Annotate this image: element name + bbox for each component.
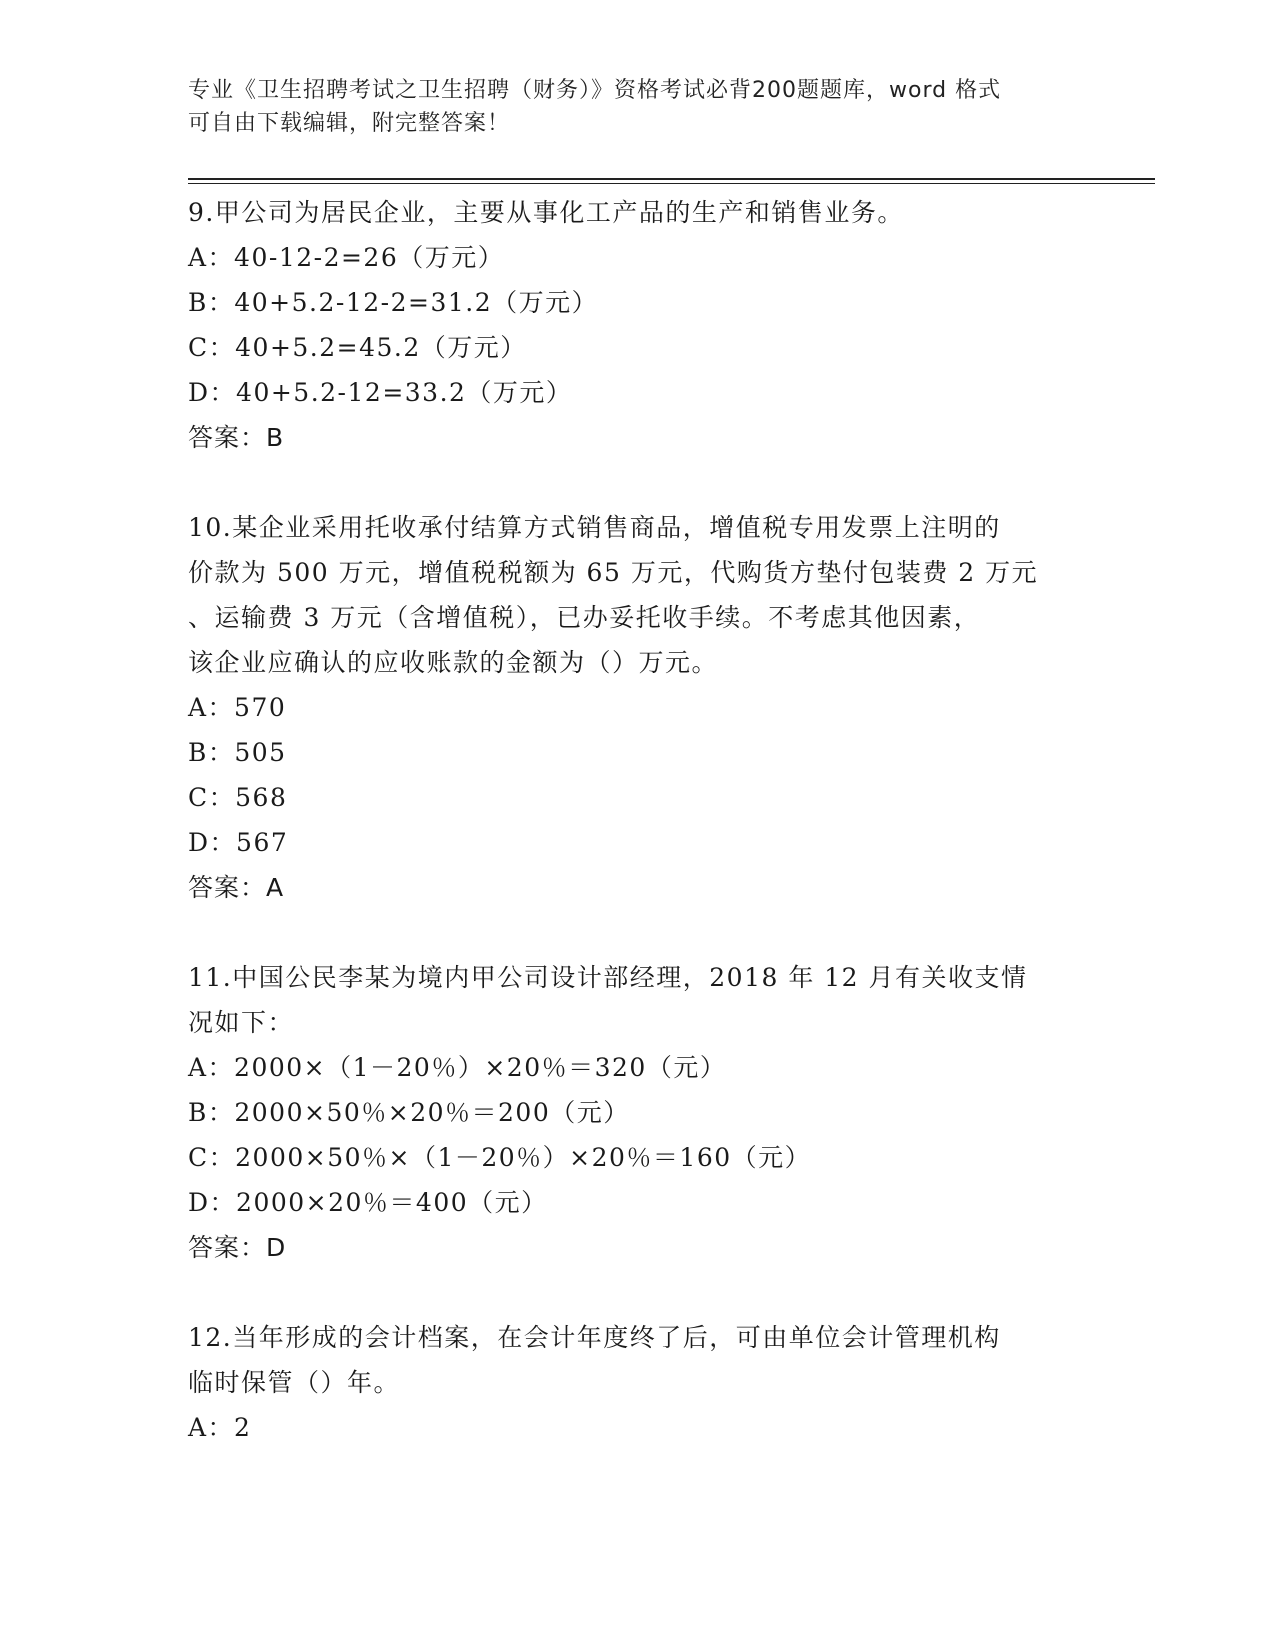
question-stem: 况如下： [188,1008,295,1037]
answer-line: 答案：D [188,1233,287,1262]
document-header [188,74,1068,140]
option-b: B：505 [188,738,287,767]
header-divider [188,178,1155,184]
option-c: C：2000×50％×（1－20％）×20％＝160（元） [188,1143,812,1172]
option-a: A：2 [188,1413,252,1442]
question-stem: 价款为 500 万元，增值税税额为 65 万元，代购货方垫付包装费 2 万元 [188,558,1039,587]
option-b: B：2000×50％×20％＝200（元） [188,1098,630,1127]
option-a: A：40-12-2=26（万元） [188,243,505,272]
question-stem: 、运输费 3 万元（含增值税），已办妥托收手续。不考虑其他因素， [188,603,981,632]
option-c: C：40+5.2=45.2（万元） [188,333,527,362]
question-9 [188,190,1088,460]
option-d: D：2000×20％＝400（元） [188,1188,548,1217]
option-a: A：570 [188,693,287,722]
answer-line: 答案：B [188,423,285,452]
option-a: A：2000×（1－20％）×20％＝320（元） [188,1053,727,1082]
option-c: C：568 [188,783,288,812]
question-list [188,190,1088,1450]
question-stem: 12.当年形成的会计档案，在会计年度终了后，可由单位会计管理机构 [188,1323,1001,1352]
header-line-1: 专业《卫生招聘考试之卫生招聘（财务）》资格考试必背200题题库，word 格式 [188,78,1002,103]
question-stem: 该企业应确认的应收账款的金额为（）万元。 [188,648,719,677]
question-stem: 11.中国公民李某为境内甲公司设计部经理，2018 年 12 月有关收支情 [188,963,1028,992]
option-d: D：40+5.2-12=33.2（万元） [188,378,573,407]
question-stem: 临时保管（）年。 [188,1368,401,1397]
question-stem: 9.甲公司为居民企业，主要从事化工产品的生产和销售业务。 [188,198,904,227]
option-d: D：567 [188,828,289,857]
header-line-2: 可自由下载编辑，附完整答案！ [188,111,511,136]
question-stem: 10.某企业采用托收承付结算方式销售商品，增值税专用发票上注明的 [188,513,1001,542]
question-11 [188,955,1088,1270]
answer-line: 答案：A [188,873,285,902]
question-10 [188,505,1088,910]
option-b: B：40+5.2-12-2=31.2（万元） [188,288,599,317]
question-12 [188,1315,1088,1450]
